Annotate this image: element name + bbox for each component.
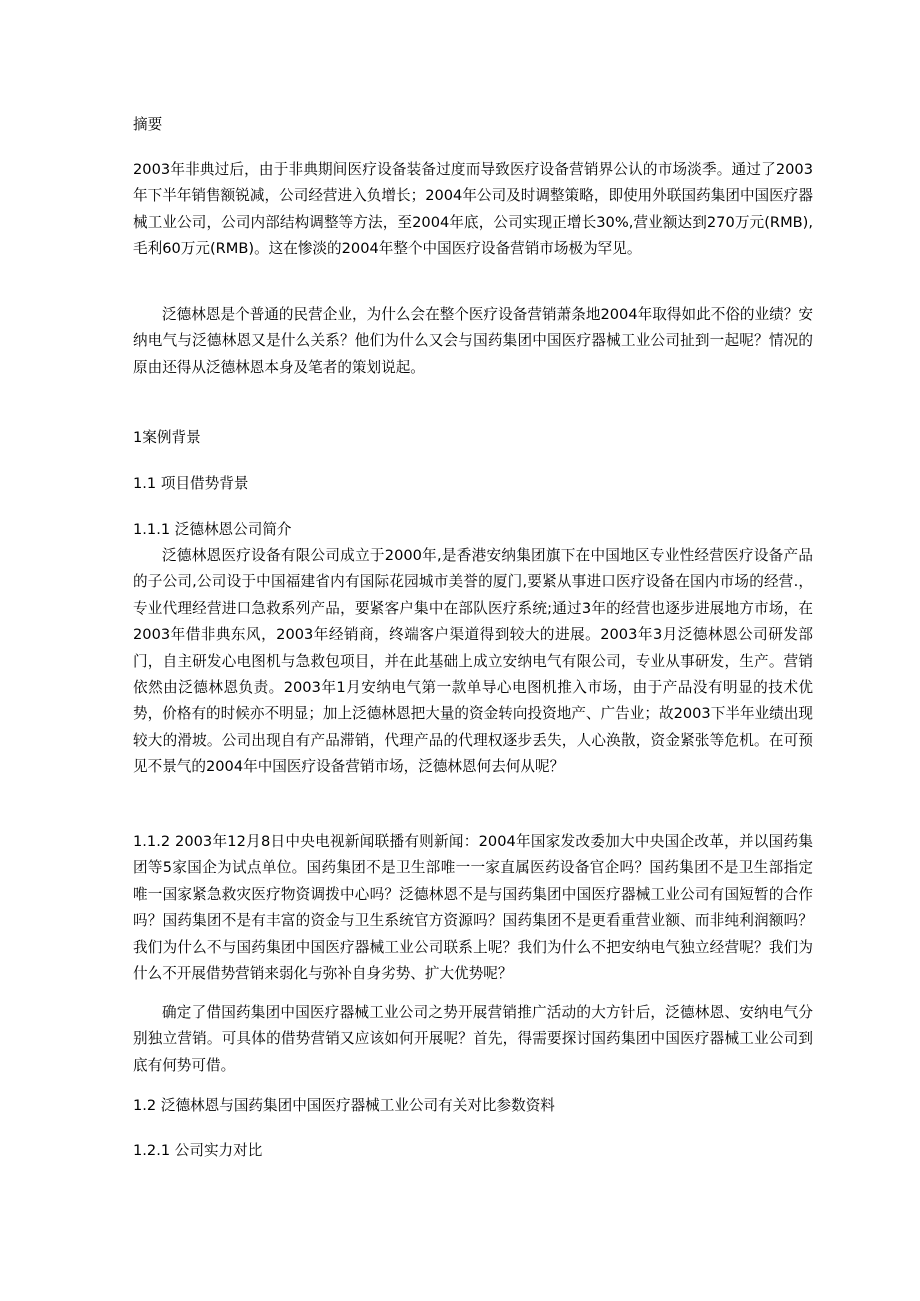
abstract-paragraph-2: 泛德林恩是个普通的民营企业，为什么会在整个医疗设备营销萧条地2004年取得如此不俗的业绩？安纳电气与泛德林恩又是什么关系？他们为什么又会与国药集团中国医疗器械工业公司扯到一起呢？情况的原由还得从泛德林恩本身及笔者的策划说起。 xyxy=(133,306,813,376)
section-1-1-1-heading: 1.1.1 泛德林恩公司简介 xyxy=(133,521,292,538)
abstract-heading: 摘要 xyxy=(133,116,163,133)
section-1-1-2-paragraph: 1.1.2 2003年12月8日中央电视新闻联播有则新闻：2004年国家发改委加大中央国企改革，并以国药集团等5家国企为试点单位。国药集团不是卫生部唯一一家直属医药设备官企吗？国药集团不是卫生部指定唯一国家紧急救灾医疗物资调拨中心吗？泛德林恩不是与国药集团中国医疗器械工业公司有国短暂的合作吗？国药集团不是有丰富的资金与卫生系统官方资源吗？国药集团不是更看重营业额、而非纯利润额吗？我们为什么不与国药集团中国医疗器械工业公司联系上呢？我们为什么不把安纳电气独立经营呢？我们为什么不开展借势营销来弱化与弥补自身劣势、扩大优势呢？ xyxy=(133,833,813,983)
abstract-paragraph-1: 2003年非典过后，由于非典期间医疗设备装备过度而导致医疗设备营销界公认的市场淡季。通过了2003年下半年销售额锐减，公司经营进入负增长；2004年公司及时调整策略，即使用外联国药集团中国医疗器械工业公司，公司内部结构调整等方法，至2004年底，公司实现正增长30%,营业额达到270万元(RMB),毛利60万元(RMB)。这在惨淡的2004年整个中国医疗设备营销市场极为罕见。 xyxy=(133,161,813,258)
strategy-paragraph: 确定了借国药集团中国医疗器械工业公司之势开展营销推广活动的大方针后，泛德林恩、安纳电气分别独立营销。可具体的借势营销又应该如何开展呢？首先，得需要探讨国药集团中国医疗器械工业公司到底有何势可借。 xyxy=(133,1004,813,1074)
section-1-2-heading: 1.2 泛德林恩与国药集团中国医疗器械工业公司有关对比参数资料 xyxy=(133,1097,555,1114)
section-1-1-heading: 1.1 项目借势背景 xyxy=(133,475,249,492)
section-1-heading: 1案例背景 xyxy=(133,429,201,446)
company-intro-paragraph: 泛德林恩医疗设备有限公司成立于2000年,是香港安纳集团旗下在中国地区专业性经营医疗设备产品的子公司,公司设于中国福建省内有国际花园城市美誉的厦门,要紧从事进口医疗设备在国内市场的经营.，专业代理经营进口急救系列产品，要紧客户集中在部队医疗系统;通过3年的经营也逐步进展地方市场，在2003年借非典东风，2003年经销商，终端客户渠道得到较大的进展。2003年3月泛德林恩公司研发部门，自主研发心电图机与急救包项目，并在此基础上成立安纳电气有限公司，专业从事研发，生产。营销依然由泛德林恩负责。2003年1月安纳电气第一款单导心电图机推入市场，由于产品没有明显的技术优势，价格有的时候亦不明显；加上泛德林恩把大量的资金转向投资地产、广告业；故2003下半年业绩出现较大的滑坡。公司出现自有产品滞销，代理产品的代理权逐步丢失，人心涣散，资金紧张等危机。在可预见不景气的2004年中国医疗设备营销市场，泛德林恩何去何从呢？ xyxy=(133,547,813,776)
section-1-2-1-heading: 1.2.1 公司实力对比 xyxy=(133,1142,263,1159)
